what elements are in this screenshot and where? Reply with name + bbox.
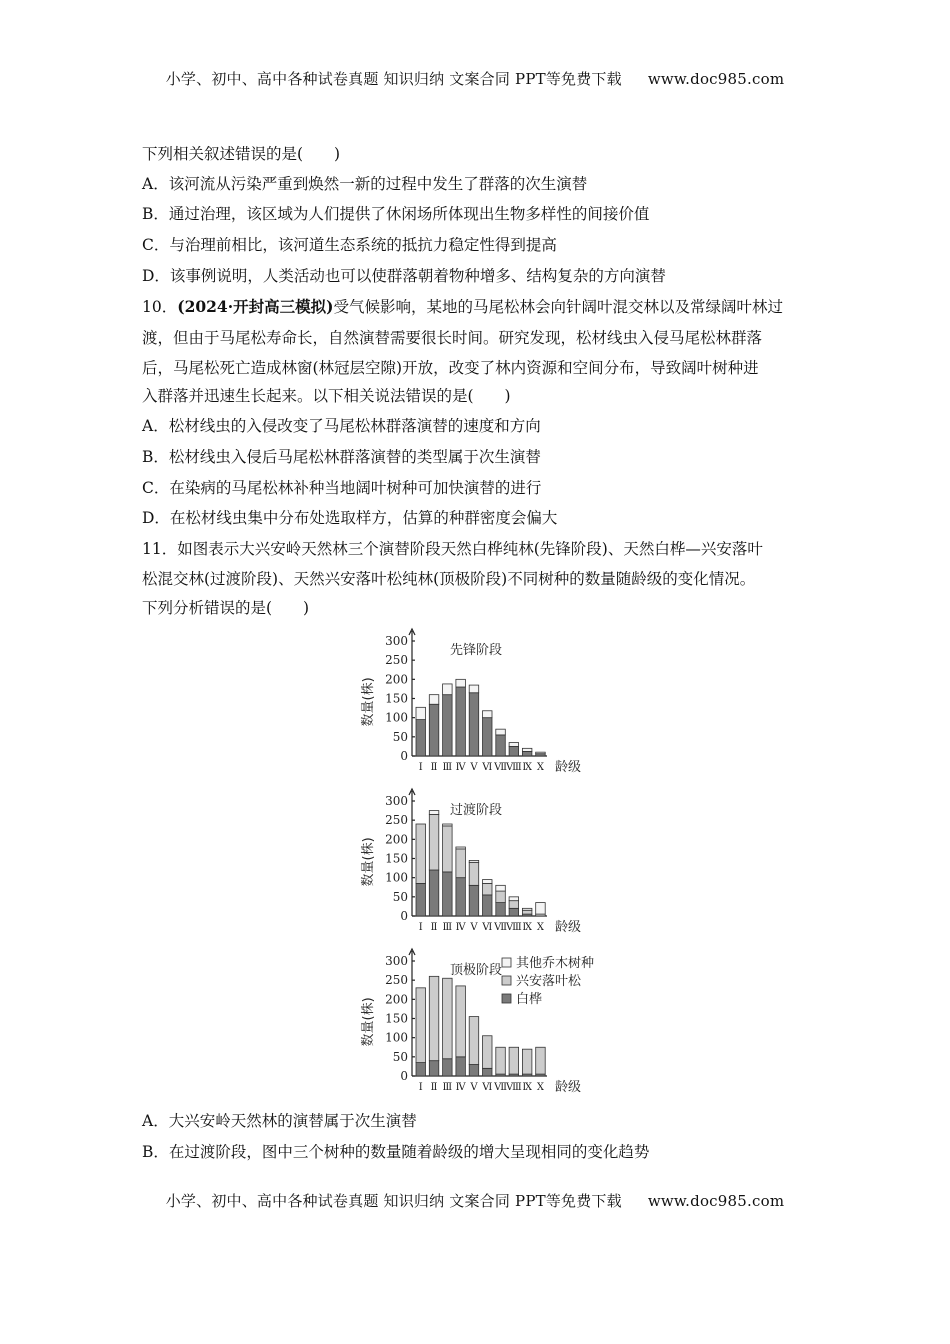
legend-swatch-larch (502, 976, 511, 985)
bar-birch (469, 1065, 479, 1077)
bar-other (509, 897, 518, 901)
bar-birch (429, 1061, 439, 1076)
y-tick-label: 300 (385, 634, 408, 648)
q10-option-c: C．在染病的马尾松林补种当地阔叶树种可加快演替的进行 (142, 479, 542, 497)
q9-stem: 下列相关叙述错误的是( ) (142, 145, 341, 163)
bar-other (469, 685, 479, 693)
x-axis-label: 龄级 (555, 1080, 582, 1095)
y-tick-label: 50 (392, 1049, 408, 1064)
chart-title: 顶极阶段 (450, 963, 503, 978)
q11-line-3: 下列分析错误的是( ) (142, 599, 310, 617)
x-tick-label: Ⅷ (505, 922, 522, 933)
x-tick-label: Ⅶ (494, 1082, 508, 1093)
x-tick-label: Ⅲ (442, 922, 453, 933)
bar-other (509, 743, 518, 747)
x-tick-label: Ⅸ (522, 762, 532, 773)
bar-other (456, 847, 466, 849)
x-axis-label: 龄级 (555, 920, 582, 935)
x-tick-label: Ⅵ (482, 922, 493, 933)
bar-birch (469, 693, 479, 756)
q10-line-4: 入群落并迅速生长起来。以下相关说法错误的是( ) (142, 387, 511, 405)
page-footer (0, 1190, 950, 1211)
legend-swatch-birch (502, 994, 511, 1003)
bar-birch (429, 704, 439, 756)
q11-line-2: 松混交林(过渡阶段)、天然兴安落叶松纯林(顶极阶段)不同树种的数量随龄级的变化情况。 (142, 570, 756, 588)
legend-swatch-other (502, 958, 511, 967)
bar-larch (429, 976, 439, 1060)
bar-larch (429, 814, 439, 870)
q9-option-a: A．该河流从污染严重到焕然一新的过程中发生了群落的次生演替 (142, 175, 588, 193)
legend-label: 兴安落叶松 (516, 974, 582, 989)
bar-larch (416, 988, 426, 1063)
bar-birch (443, 695, 453, 756)
q11-option-b: B．在过渡阶段，图中三个树种的数量随着龄级的增大呈现相同的变化趋势 (142, 1143, 650, 1161)
bar-larch (456, 849, 466, 878)
x-tick-label: Ⅶ (494, 762, 508, 773)
bar-birch (483, 718, 493, 756)
chart-transition-stage (350, 790, 610, 940)
bar-larch (416, 824, 426, 883)
y-tick-label: 100 (385, 870, 408, 885)
bar-larch (536, 1047, 546, 1074)
q10-option-d: D．在松材线虫集中分布处选取样方，估算的种群密度会偏大 (142, 509, 558, 527)
q9-option-b: B．通过治理，该区域为人们提供了休闲场所体现出生物多样性的间接价值 (142, 205, 650, 223)
q10-option-a: A．松材线虫的入侵改变了马尾松林群落演替的速度和方向 (142, 417, 541, 435)
bar-other (443, 684, 453, 695)
y-tick-label: 200 (385, 832, 408, 847)
bar-larch (483, 883, 493, 895)
y-tick-label: 250 (385, 653, 408, 668)
x-tick-label: Ⅱ (430, 922, 438, 933)
bar-larch (509, 1047, 518, 1074)
chart-title: 过渡阶段 (450, 803, 503, 818)
y-tick-label: 0 (400, 1069, 408, 1083)
bar-other (496, 885, 506, 891)
q10-line-2: 渡，但由于马尾松寿命长，自然演替需要很长时间。研究发现，松材线虫入侵马尾松林群落 (142, 329, 763, 347)
chart-pioneer-svg (350, 630, 610, 780)
chart-transition-svg (350, 790, 610, 940)
bar-birch (443, 872, 453, 916)
q9-option-c: C．与治理前相比，该河道生态系统的抵抗力稳定性得到提高 (142, 236, 557, 254)
x-tick-label: Ⅱ (430, 1082, 438, 1093)
q10-line1-text: 受气候影响，某地的马尾松林会向针阔叶混交林以及常绿阔叶林过 (333, 298, 783, 316)
bar-larch (522, 910, 532, 914)
bar-larch (469, 862, 479, 885)
y-tick-label: 200 (385, 992, 408, 1007)
q10-number: 10． (142, 298, 178, 316)
bar-other (483, 880, 493, 884)
y-tick-label: 300 (385, 794, 408, 808)
q10-option-b: B．松材线虫入侵后马尾松林群落演替的类型属于次生演替 (142, 448, 541, 466)
legend-label: 其他乔木树种 (516, 956, 595, 971)
bar-other (416, 707, 426, 719)
q10-line-3: 后，马尾松死亡造成林窗(林冠层空隙)开放，改变了林内资源和空间分布，导致阔叶树种进 (142, 359, 759, 377)
chart-title: 先锋阶段 (450, 643, 503, 658)
bar-birch (416, 1063, 426, 1076)
legend-label: 白桦 (516, 992, 543, 1007)
page-header (0, 68, 950, 89)
x-tick-label: Ⅳ (455, 922, 466, 933)
q9-option-d: D．该事例说明，人类活动也可以使群落朝着物种增多、结构复杂的方向演替 (142, 267, 666, 285)
bar-other (469, 860, 479, 862)
bar-larch (456, 986, 466, 1057)
bar-other (443, 824, 453, 826)
y-tick-label: 150 (385, 851, 408, 866)
y-tick-label: 0 (400, 909, 408, 923)
bar-larch (443, 978, 453, 1059)
x-tick-label: Ⅲ (442, 1082, 453, 1093)
y-tick-label: 0 (400, 749, 408, 763)
x-tick-label: Ⅸ (522, 1082, 532, 1093)
bar-larch (469, 1017, 479, 1065)
y-tick-label: 100 (385, 1030, 408, 1045)
bar-larch (522, 1049, 532, 1074)
bar-birch (469, 885, 479, 916)
bar-birch (443, 1059, 453, 1076)
bar-birch (483, 895, 493, 916)
x-tick-label: Ⅴ (470, 1082, 478, 1093)
bar-birch (416, 883, 426, 916)
x-tick-label: Ⅴ (470, 922, 478, 933)
footer-url: www.doc985.com (647, 1192, 785, 1210)
header-text: 小学、初中、高中各种试卷真题 知识归纳 文案合同 PPT等免费下载 (165, 70, 622, 88)
x-tick-label: Ⅷ (505, 762, 522, 773)
bar-larch (496, 891, 506, 903)
bar-birch (456, 1057, 466, 1076)
q11-line-1: 11．如图表示大兴安岭天然林三个演替阶段天然白桦纯林(先锋阶段)、天然白桦—兴安落叶 (142, 540, 763, 558)
y-tick-label: 100 (385, 710, 408, 725)
bar-other (536, 752, 546, 754)
footer-text: 小学、初中、高中各种试卷真题 知识归纳 文案合同 PPT等免费下载 (165, 1192, 622, 1210)
x-axis-label: 龄级 (555, 760, 582, 775)
bar-other (429, 811, 439, 815)
bar-other (522, 908, 532, 910)
bar-birch (483, 1068, 493, 1076)
y-tick-label: 300 (385, 954, 408, 968)
y-tick-label: 250 (385, 973, 408, 988)
bar-larch (496, 1047, 506, 1074)
y-tick-label: 150 (385, 1011, 408, 1026)
bar-birch (456, 687, 466, 756)
x-tick-label: Ⅰ (418, 762, 423, 773)
x-tick-label: Ⅳ (455, 762, 466, 773)
x-tick-label: Ⅹ (536, 922, 545, 933)
x-tick-label: Ⅰ (418, 1082, 423, 1093)
y-axis-label: 数量(株) (361, 997, 376, 1047)
x-tick-label: Ⅸ (522, 922, 532, 933)
bar-birch (456, 878, 466, 916)
bar-other (429, 695, 439, 705)
y-tick-label: 200 (385, 672, 408, 687)
bar-other (522, 748, 532, 751)
x-tick-label: Ⅶ (494, 922, 508, 933)
x-tick-label: Ⅵ (482, 762, 493, 773)
x-tick-label: Ⅰ (418, 922, 423, 933)
bar-other (456, 679, 466, 687)
x-tick-label: Ⅷ (505, 1082, 522, 1093)
chart-climax-svg (350, 950, 620, 1100)
y-tick-label: 150 (385, 691, 408, 706)
bar-larch (483, 1036, 493, 1069)
q11-option-a: A．大兴安岭天然林的演替属于次生演替 (142, 1112, 417, 1130)
y-tick-label: 50 (392, 889, 408, 904)
x-tick-label: Ⅱ (430, 762, 438, 773)
x-tick-label: Ⅹ (536, 1082, 545, 1093)
x-tick-label: Ⅹ (536, 762, 545, 773)
x-tick-label: Ⅵ (482, 1082, 493, 1093)
q10-line-1 (142, 296, 822, 318)
bar-birch (522, 751, 532, 756)
bar-other (536, 903, 546, 915)
bar-larch (509, 901, 518, 909)
y-axis-label: 数量(株) (361, 837, 376, 887)
bar-birch (429, 870, 439, 916)
bar-birch (496, 735, 506, 756)
bar-birch (416, 720, 426, 756)
bar-other (496, 729, 506, 735)
header-url: www.doc985.com (647, 70, 785, 88)
q10-source: (2024·开封高三模拟) (177, 297, 334, 316)
bar-other (483, 711, 493, 718)
y-tick-label: 250 (385, 813, 408, 828)
bar-birch (496, 903, 506, 916)
x-tick-label: Ⅲ (442, 762, 453, 773)
bar-birch (509, 908, 518, 916)
bar-larch (443, 826, 453, 872)
bar-birch (509, 746, 518, 756)
y-axis-label: 数量(株) (361, 677, 376, 727)
chart-pioneer-stage (350, 630, 610, 780)
x-tick-label: Ⅳ (455, 1082, 466, 1093)
y-tick-label: 50 (392, 729, 408, 744)
chart-climax-stage (350, 950, 620, 1100)
x-tick-label: Ⅴ (470, 762, 478, 773)
